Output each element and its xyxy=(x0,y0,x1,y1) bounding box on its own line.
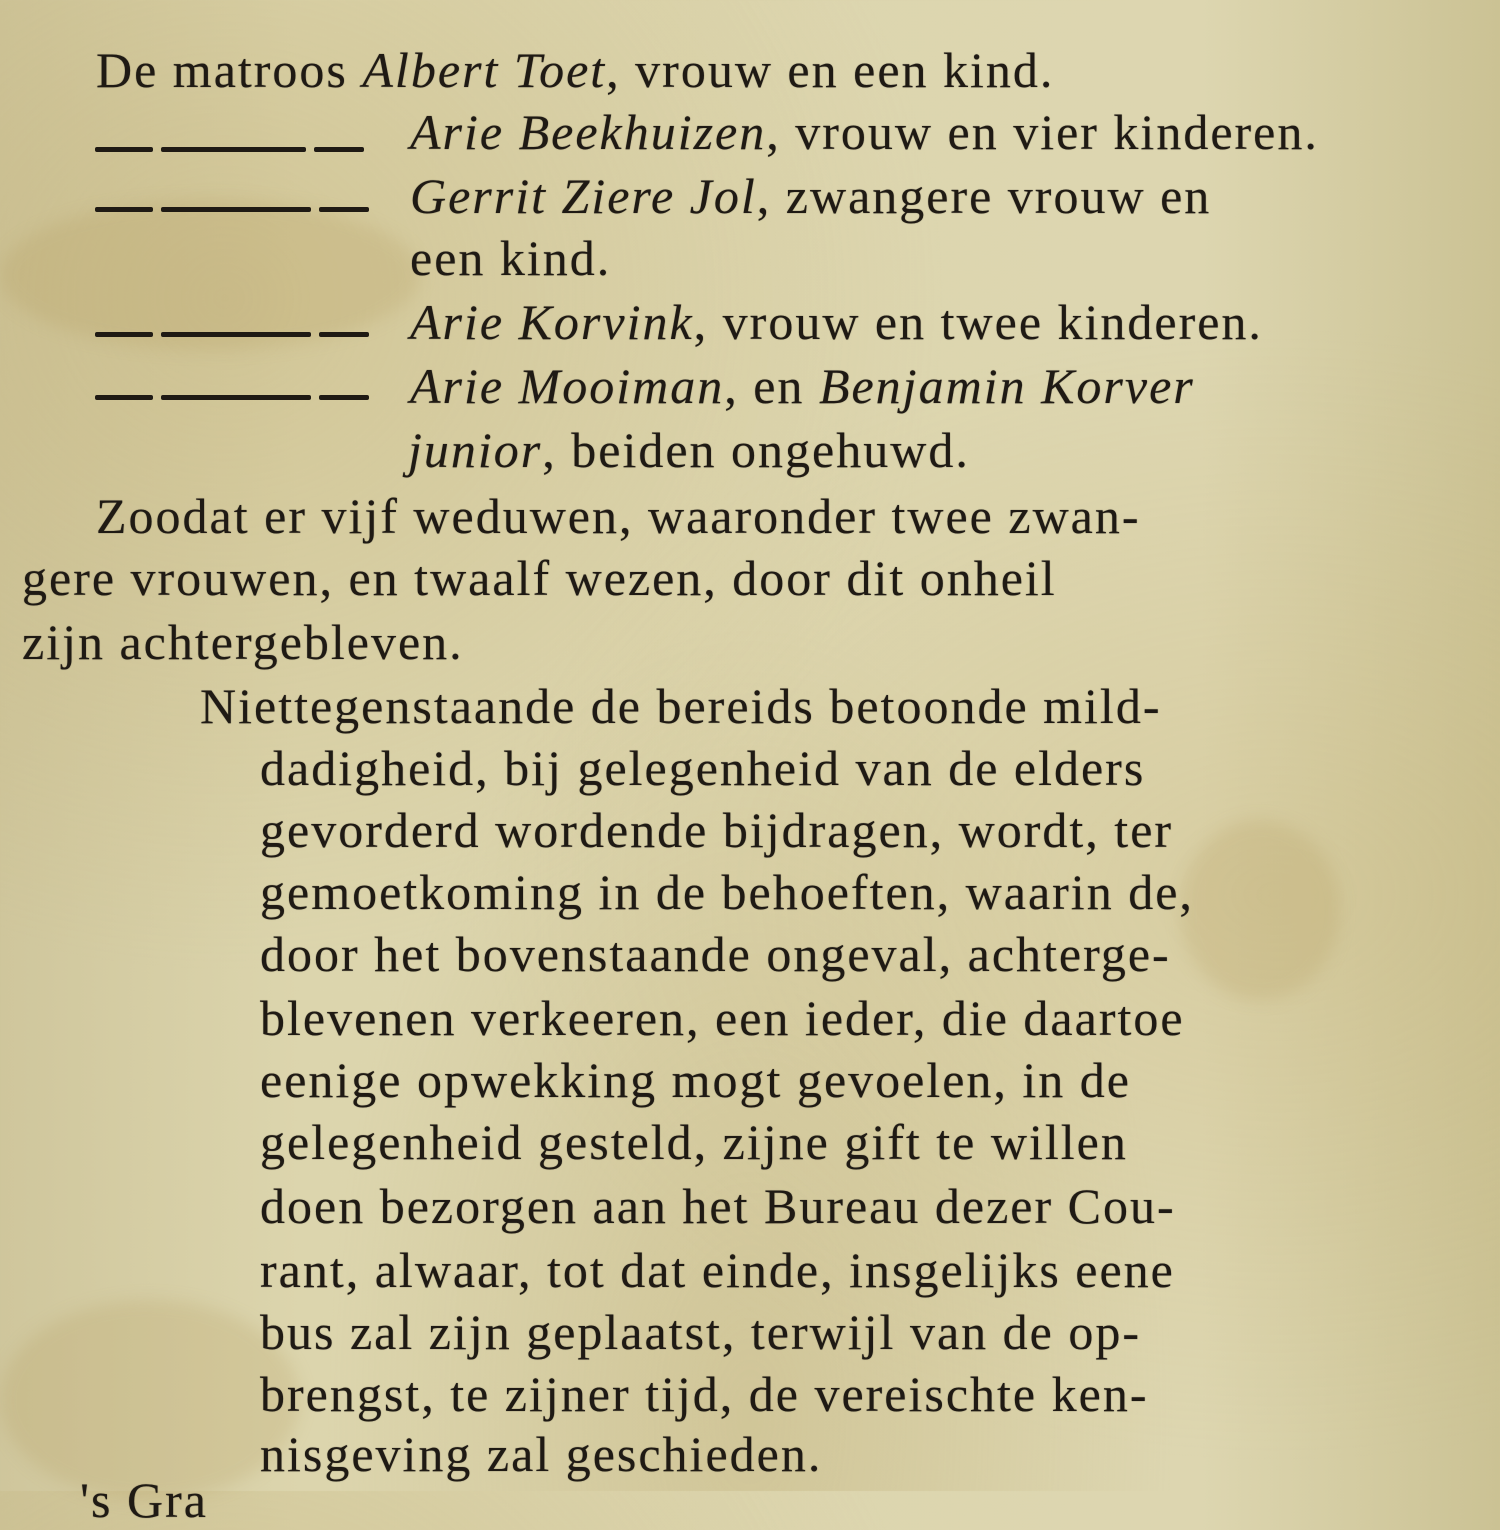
summary-line: Zoodat er vijf weduwen, waaronder twee zwan- xyxy=(96,488,1141,544)
appeal-line: door het bovenstaande ongeval, achterge- xyxy=(260,926,1171,982)
list-entry-continuation: junior, beiden ongehuwd. xyxy=(408,422,970,478)
person-name: Albert Toet xyxy=(362,42,607,98)
appeal-line: gemoetkoming in de behoeften, waarin de, xyxy=(260,864,1194,920)
appeal-line: dadigheid, bij gelegenheid van de elders xyxy=(260,740,1146,796)
appeal-line: nisgeving zal geschieden. xyxy=(260,1426,823,1482)
list-entry: Arie Mooiman, en Benjamin Korver xyxy=(410,358,1195,414)
appeal-line: rant, alwaar, tot dat einde, insgelijks eene xyxy=(260,1242,1175,1298)
appeal-line: brengst, te zijner tijd, de vereischte ken- xyxy=(260,1366,1149,1422)
list-entry: Arie Beekhuizen, vrouw en vier kinderen. xyxy=(410,104,1319,160)
appeal-line: doen bezorgen aan het Bureau dezer Cou- xyxy=(260,1178,1176,1234)
person-name: Benjamin Korver xyxy=(818,358,1195,414)
list-entry: Arie Korvink, vrouw en twee kinderen. xyxy=(410,294,1263,350)
person-name: Gerrit Ziere Jol xyxy=(410,168,757,224)
cut-off-line: 's Gra xyxy=(80,1472,208,1528)
ditto-dashes xyxy=(95,388,377,406)
appeal-line: Niettegenstaande de bereids betoonde mild- xyxy=(200,678,1162,734)
ditto-dashes xyxy=(95,140,372,158)
appeal-line: gevorderd wordende bijdragen, wordt, ter xyxy=(260,802,1174,858)
appeal-line: gelegenheid gesteld, zijne gift te willen xyxy=(260,1114,1128,1170)
appeal-line: blevenen verkeeren, een ieder, die daartoe xyxy=(260,990,1185,1046)
list-entry: De matroos Albert Toet, vrouw en een kind. xyxy=(96,42,1055,98)
ditto-dashes xyxy=(95,200,377,218)
list-entry: Gerrit Ziere Jol, zwangere vrouw en xyxy=(410,168,1212,224)
person-name: Arie Korvink xyxy=(410,294,694,350)
paper-stain xyxy=(1180,820,1340,1000)
list-entry-continuation: een kind. xyxy=(410,230,612,286)
person-name: Arie Beekhuizen xyxy=(410,104,767,160)
person-name: Arie Mooiman xyxy=(410,358,725,414)
ditto-dashes xyxy=(95,325,377,343)
appeal-line: bus zal zijn geplaatst, terwijl van de op- xyxy=(260,1304,1141,1360)
summary-line: zijn achtergebleven. xyxy=(22,614,464,670)
appeal-line: eenige opwekking mogt gevoelen, in de xyxy=(260,1052,1131,1108)
summary-line: gere vrouwen, en twaalf wezen, door dit onheil xyxy=(22,550,1057,606)
